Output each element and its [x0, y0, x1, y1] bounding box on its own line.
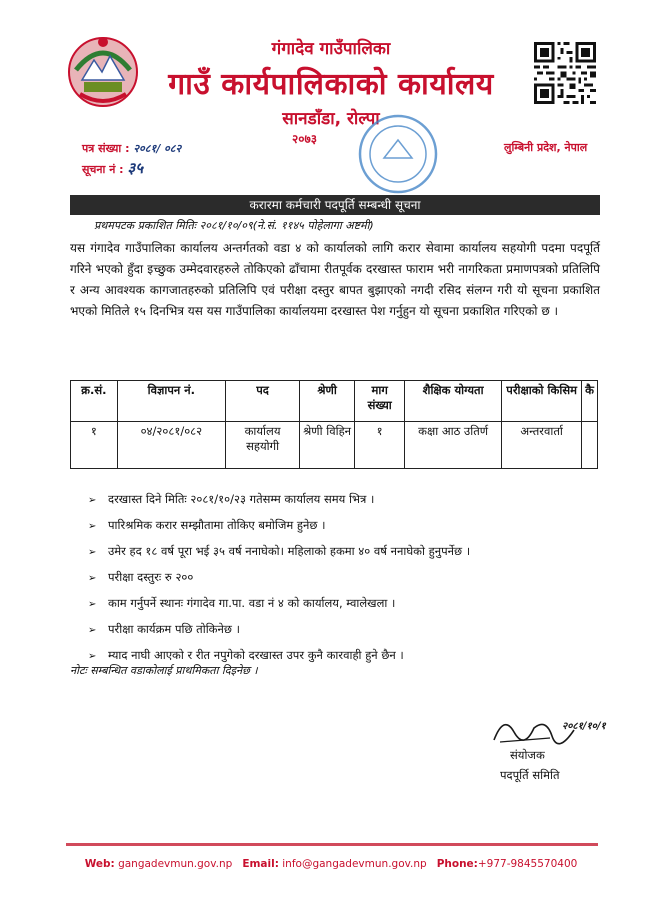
- establishment-year: २०७३: [292, 132, 317, 146]
- column-header: श्रेणी: [300, 381, 355, 422]
- arrow-bullet-icon: ➢: [88, 625, 97, 636]
- notice-number: [82, 158, 143, 178]
- list-item-text: म्याद नाघी आएको र रीत नपुगेको दरखास्त उपर कुनै कारवाही हुने छैन ।: [108, 648, 404, 662]
- column-header: माग संख्या: [355, 381, 405, 422]
- signature: [490, 710, 610, 752]
- list-item-text: उमेर हद १८ वर्ष पूरा भई ३५ वर्ष ननाघेको। महिलाको हकमा ४० वर्ष ननाघेको हुनुपर्नेछ ।: [108, 544, 471, 558]
- list-item-text: काम गर्नुपर्ने स्थानः गंगादेव गा.पा. वडा नं ४ को कार्यालय, म्वालेखला ।: [108, 596, 396, 610]
- table-cell: १: [71, 422, 118, 469]
- arrow-bullet-icon: ➢: [88, 573, 97, 584]
- notice-number-value: ३५: [127, 159, 143, 177]
- arrow-bullet-icon: ➢: [88, 495, 97, 506]
- notice-title: करारमा कर्मचारी पदपूर्ति सम्बन्धी सूचना: [70, 195, 600, 215]
- list-item-text: दरखास्त दिने मितिः २०८१/१०/२३ गतेसम्म कार्यालय समय भित्र ।: [108, 492, 375, 506]
- arrow-bullet-icon: ➢: [88, 651, 97, 662]
- column-header: पद: [226, 381, 300, 422]
- phone-label: Phone:: [436, 858, 478, 870]
- letter-number-label: पत्र संख्या :: [82, 142, 130, 155]
- column-header: शैक्षिक योग्यता: [405, 381, 502, 422]
- column-header: विज्ञापन नं.: [117, 381, 225, 422]
- letter-number: [82, 141, 181, 156]
- table-cell: १: [355, 422, 405, 469]
- web-link[interactable]: gangadevmun.gov.np: [118, 858, 233, 870]
- email-label: Email:: [242, 858, 279, 870]
- table-header-row: [71, 381, 598, 422]
- municipality-name: गंगादेव गाउँपालिका: [271, 39, 391, 59]
- column-header: कै: [582, 381, 598, 422]
- footer-divider: [66, 843, 598, 846]
- notice-number-label: सूचना नं :: [82, 163, 124, 176]
- phone-number: +977-9845570400: [477, 858, 578, 870]
- priority-note: नोटः सम्बन्धित वडाकोलाई प्राथमिकता दिइनेछ ।: [70, 664, 258, 677]
- office-title: गाउँ कार्यपालिकाको कार्यालय: [168, 67, 494, 102]
- list-item: [88, 564, 608, 590]
- list-item: [88, 590, 608, 616]
- web-label: Web:: [84, 858, 115, 870]
- province-label: लुम्बिनी प्रदेश, नेपाल: [504, 141, 588, 154]
- letter-number-value: २०८१/ ०८२: [133, 142, 182, 155]
- list-item: [88, 538, 608, 564]
- arrow-bullet-icon: ➢: [88, 547, 97, 558]
- footer-contact: [0, 858, 662, 870]
- arrow-bullet-icon: ➢: [88, 521, 97, 532]
- list-item-text: परीक्षा दस्तुरः रु २००: [108, 570, 194, 584]
- conditions-list: [88, 486, 608, 668]
- office-stamp-icon: [354, 110, 442, 198]
- table-cell: श्रेणी विहिन: [300, 422, 355, 469]
- list-item-text: परीक्षा कार्यक्रम पछि तोकिनेछ ।: [108, 622, 240, 636]
- signatory-role: संयोजक: [510, 748, 545, 762]
- column-header: परीक्षाको किसिम: [502, 381, 582, 422]
- office-location: सानडाँडा, रोल्पा: [282, 109, 380, 129]
- list-item: [88, 616, 608, 642]
- table-cell: कार्यालय सहयोगी: [226, 422, 300, 469]
- vacancy-table: [70, 380, 598, 469]
- column-header: क्र.सं.: [71, 381, 118, 422]
- list-item: [88, 512, 608, 538]
- email-link[interactable]: info@gangadevmun.gov.np: [282, 858, 427, 870]
- table-cell: ०४/२०८१/०८२: [117, 422, 225, 469]
- list-item: [88, 486, 608, 512]
- committee-name: पदपूर्ति समिति: [500, 768, 560, 782]
- arrow-bullet-icon: ➢: [88, 599, 97, 610]
- table-cell: कक्षा आठ उतिर्ण: [405, 422, 502, 469]
- list-item-text: पारिश्रमिक करार सम्झौतामा तोकिए बमोजिम हुनेछ ।: [108, 518, 326, 532]
- table-cell: [582, 422, 598, 469]
- notice-body: यस गंगादेव गाउँपालिका कार्यालय अन्तर्गतको वडा ४ को कार्यालको लागि करार सेवामा कार्यालय सहयोगी पदमा पदपूर्ति गरिने भएको हुँदा इच्छुक उम्मेदवारहरुले तोकिएको ढाँचामा रीतपूर्वक दरखास्त फाराम भरी नागरिकता प्रमाणपत्रको प्रतिलिपि र अन्य आवश्यक कागजातहरुको प्रतिलिपि एवं परीक्षा दस्तुर बापत बुझाएको नगदी रसिद संलग्न गरी यो सूचना प्रकाशित भएको मितिले १५ दिनभित्र यस यस गाउँपालिका कार्यालयमा दरखास्त पेश गर्नुहुन यो सूचना प्रकाशित गरिएको छ ।: [70, 241, 600, 318]
- table-cell: अन्तरवार्ता: [502, 422, 582, 469]
- signature-date: २०८१/१०/१: [562, 721, 606, 732]
- table-row: [71, 422, 598, 469]
- published-date: प्रथमपटक प्रकाशित मितिः २०८१/१०/०९(ने.सं. ११४५ पोहेलागा अष्टमी): [94, 219, 374, 232]
